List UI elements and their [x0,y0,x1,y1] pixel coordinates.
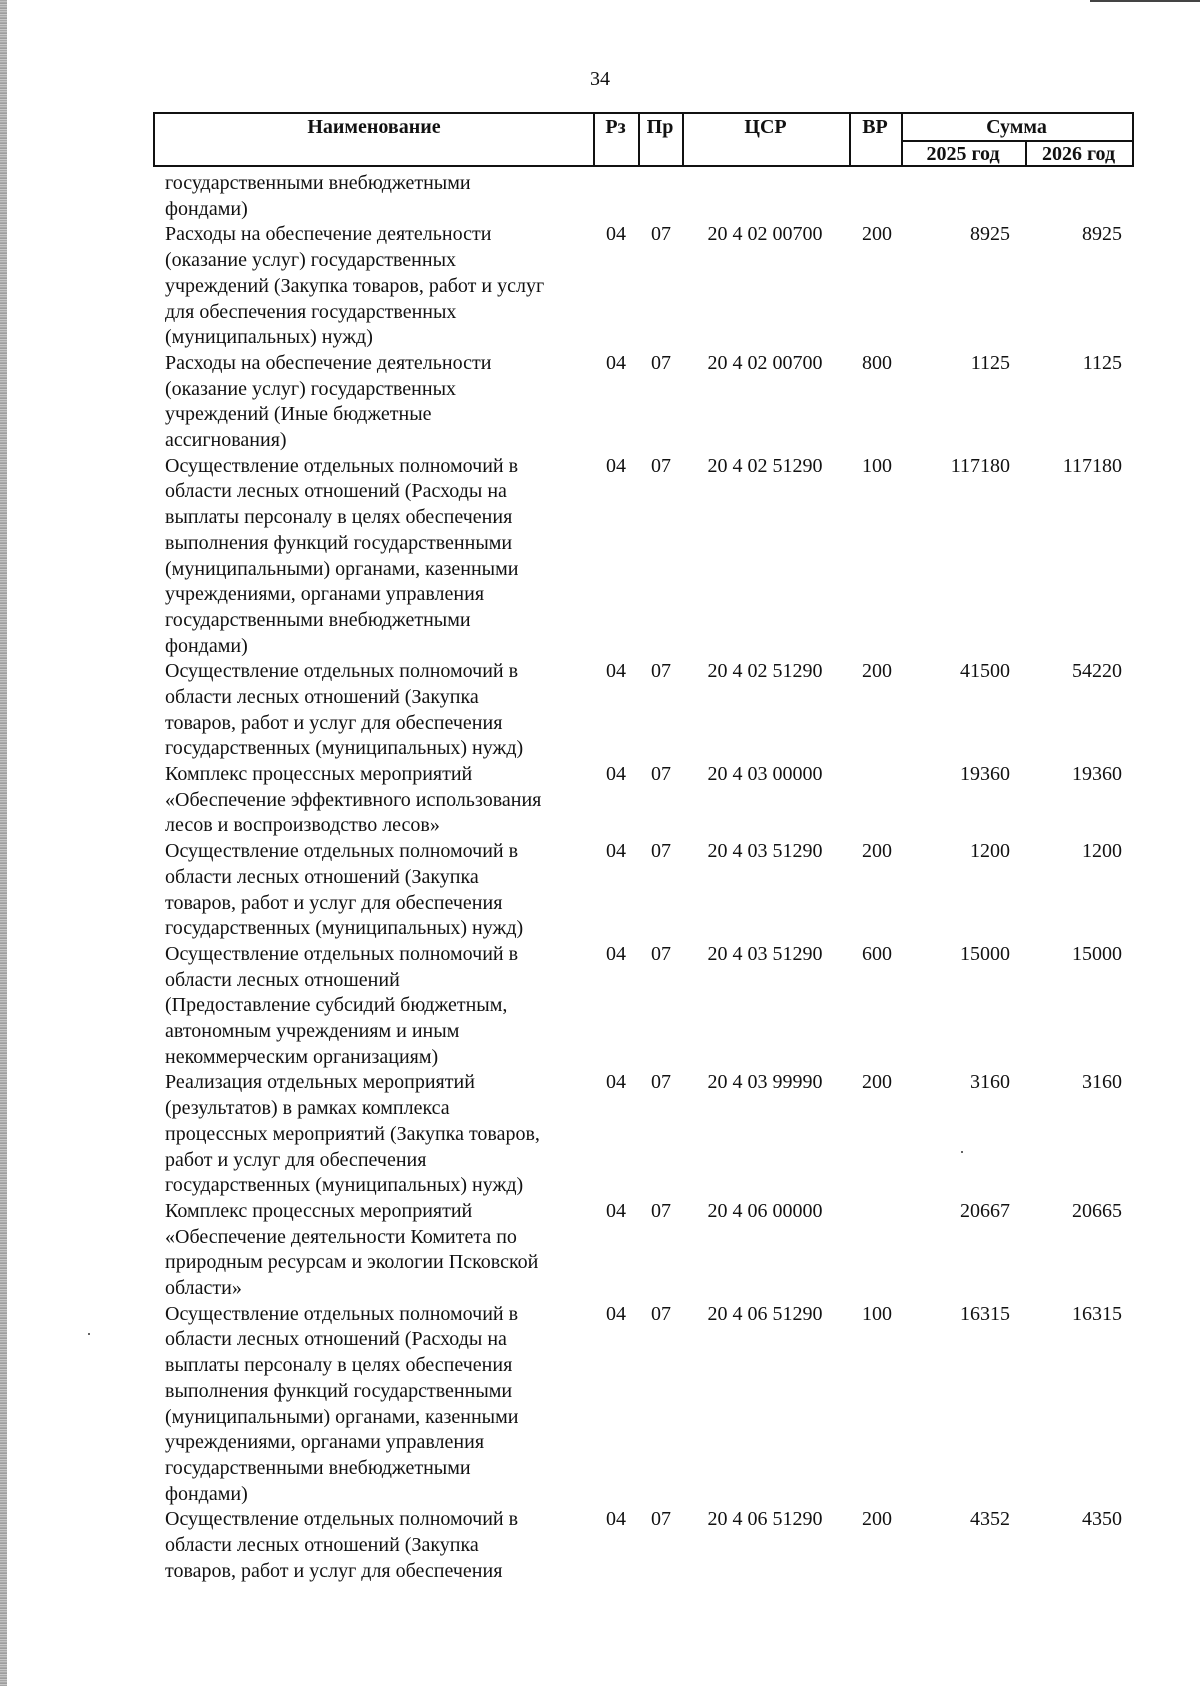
cell-sum-2026: 8925 [1082,223,1122,246]
table-row [0,351,1200,454]
cell-name: Расходы на обеспечение деятельности (оказание услуг) государственных учреждений (Иные бюджетные ассигнования) [165,351,492,451]
cell-sum-2025: 8925 [970,223,1010,246]
cell-sum-2025: 20667 [960,1199,1010,1222]
cell-rz: 04 [606,942,626,965]
cell-name: государственными внебюджетными фондами) [165,172,471,220]
cell-rz: 04 [606,840,626,863]
table-row [0,762,1200,839]
cell-csr: 20 4 06 00000 [707,1199,823,1222]
cell-sum-2026: 117180 [1062,454,1122,477]
header-sum: Сумма [986,116,1047,138]
cell-sum-2025: 16315 [960,1302,1010,1325]
cell-vr: 200 [862,1071,892,1094]
cell-rz: 04 [606,454,626,477]
cell-pr: 07 [651,223,671,246]
table-row [0,1070,1200,1199]
cell-rz: 04 [606,1302,626,1325]
cell-pr: 07 [651,1508,671,1531]
table-row [0,942,1200,1071]
cell-name: Комплекс процессных мероприятий «Обеспечение деятельности Комитета по природным ресурсам и экологии Псковской области» [165,1199,539,1300]
table-header [153,112,1134,167]
cell-csr: 20 4 02 00700 [707,351,823,374]
cell-sum-2026: 16315 [1072,1302,1122,1325]
cell-vr: 200 [862,840,892,863]
cell-sum-2026: 54220 [1072,660,1122,683]
header-vr: ВР [862,116,888,138]
table-row [0,659,1200,762]
cell-name: Расходы на обеспечение деятельности (оказание услуг) государственных учреждений (Закупка товаров, работ и услуг для обеспечения государственных (муниципальных) нужд) [165,223,545,349]
table-row [0,171,1200,222]
table-row [0,1302,1200,1508]
cell-name: Осуществление отдельных полномочий в области лесных отношений (Закупка товаров, работ и услуг для обеспечения государственных (муниципальных) нужд) [165,660,524,760]
table-row [0,1199,1200,1302]
cell-sum-2026: 3160 [1082,1071,1122,1094]
table-row [0,222,1200,351]
cell-csr: 20 4 02 51290 [707,454,823,477]
cell-sum-2025: 117180 [950,454,1010,477]
header-csr: ЦСР [744,116,787,138]
cell-sum-2026: 1125 [1082,351,1122,374]
cell-sum-2026: 4350 [1082,1508,1122,1531]
cell-sum-2026: 1200 [1082,840,1122,863]
cell-rz: 04 [606,351,626,374]
cell-pr: 07 [651,1071,671,1094]
header-year-2025: 2025 год [926,143,1000,165]
cell-pr: 07 [651,1302,671,1325]
cell-rz: 04 [606,1071,626,1094]
header-rz: Рз [605,116,626,138]
table-row [0,1507,1200,1584]
header-name: Наименование [307,116,441,138]
cell-vr: 100 [862,454,892,477]
cell-csr: 20 4 03 51290 [707,840,823,863]
cell-sum-2025: 41500 [960,660,1010,683]
table-body [0,171,1200,1584]
cell-csr: 20 4 03 00000 [707,763,823,786]
cell-vr: 200 [862,223,892,246]
table-row [0,839,1200,942]
cell-name: Осуществление отдельных полномочий в области лесных отношений (Закупка товаров, работ и услуг для обеспечения государственных (муниципальных) нужд) [165,840,524,940]
cell-sum-2025: 1125 [970,351,1010,374]
cell-rz: 04 [606,660,626,683]
cell-csr: 20 4 03 99990 [707,1071,823,1094]
cell-sum-2025: 1200 [970,840,1010,863]
cell-sum-2026: 15000 [1072,942,1122,965]
cell-name: Осуществление отдельных полномочий в области лесных отношений (Расходы на выплаты персоналу в целях обеспечения выполнения функций государственными (муниципальными) органами, казенными учреждениями, органами управления государственными внебюджетными фондами) [165,1302,519,1505]
header-year-2026: 2026 год [1041,143,1116,165]
cell-vr: 200 [862,660,892,683]
cell-sum-2025: 4352 [970,1508,1010,1531]
scan-border-top [1090,0,1200,6]
cell-name: Комплекс процессных мероприятий «Обеспечение эффективного использования лесов и воспроизводство лесов» [165,763,542,837]
cell-sum-2026: 20665 [1072,1199,1122,1222]
cell-vr: 200 [862,1508,892,1531]
cell-csr: 20 4 03 51290 [707,942,823,965]
cell-name: Осуществление отдельных полномочий в области лесных отношений (Расходы на выплаты персоналу в целях обеспечения выполнения функций государственными (муниципальными) органами, казенными учреждениями, органами управления государственными внебюджетными фондами) [165,454,519,657]
cell-csr: 20 4 02 51290 [707,660,823,683]
cell-sum-2025: 3160 [970,1071,1010,1094]
cell-pr: 07 [651,763,671,786]
cell-pr: 07 [651,351,671,374]
header-pr: Пр [646,116,674,138]
cell-csr: 20 4 06 51290 [707,1508,823,1531]
cell-vr: 800 [862,351,892,374]
cell-rz: 04 [606,1508,626,1531]
table-row [0,454,1200,660]
cell-name: Осуществление отдельных полномочий в области лесных отношений (Предоставление субсидий бюджетным, автономным учреждениям и иным некоммерческим организациям) [165,942,519,1068]
cell-pr: 07 [651,660,671,683]
cell-csr: 20 4 02 00700 [707,223,823,246]
cell-pr: 07 [651,942,671,965]
cell-csr: 20 4 06 51290 [707,1302,823,1325]
cell-vr: 100 [862,1302,892,1325]
cell-vr: 600 [862,942,892,965]
page-number: 34 [590,68,610,90]
cell-name: Осуществление отдельных полномочий в области лесных отношений (Закупка товаров, работ и услуг для обеспечения [165,1508,519,1582]
cell-rz: 04 [606,763,626,786]
cell-sum-2025: 19360 [960,763,1010,786]
cell-pr: 07 [651,454,671,477]
cell-pr: 07 [651,840,671,863]
cell-sum-2025: 15000 [960,942,1010,965]
cell-name: Реализация отдельных мероприятий (результатов) в рамках комплекса процессных мероприятий (Закупка товаров, работ и услуг для обеспечения государственных (муниципальных) нужд) [165,1071,540,1197]
cell-rz: 04 [606,1199,626,1222]
cell-pr: 07 [651,1199,671,1222]
cell-rz: 04 [606,223,626,246]
cell-sum-2026: 19360 [1072,763,1122,786]
